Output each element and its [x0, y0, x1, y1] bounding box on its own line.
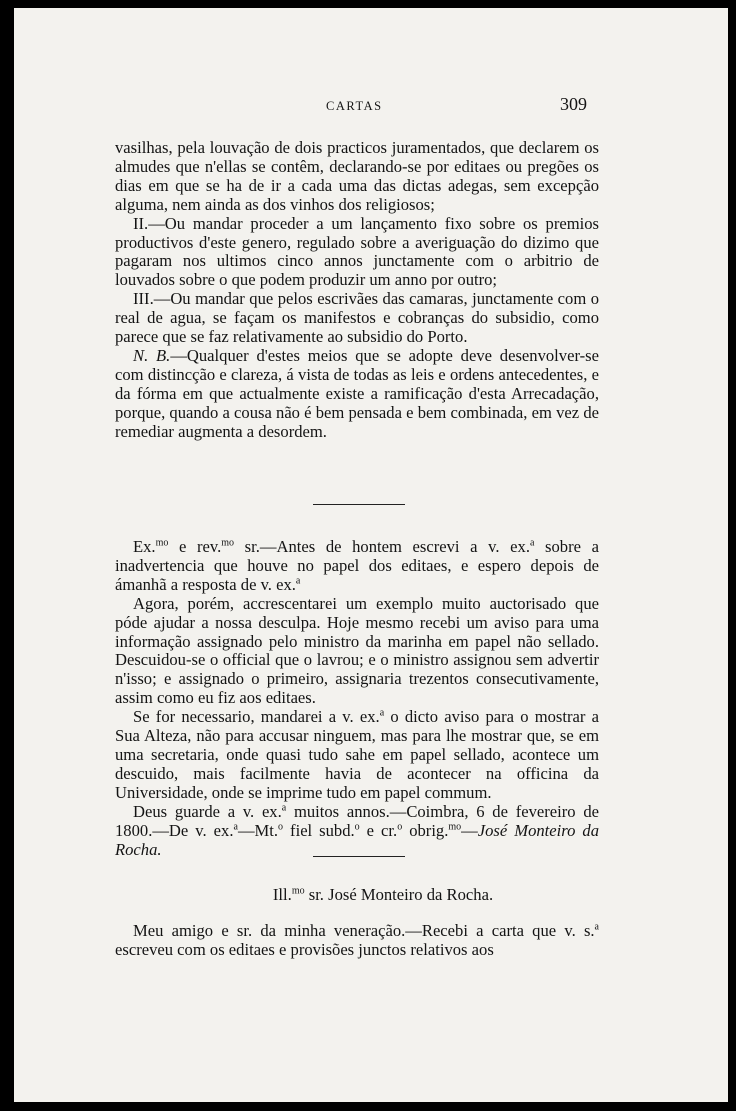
reply-body: [115, 922, 599, 960]
letter-divider: [313, 856, 405, 857]
reply-p1-b: escreveu com os editaes e provisões junctos relativos aos: [115, 939, 494, 959]
book-page: [14, 8, 728, 1102]
closing-g: —: [461, 820, 478, 840]
addressee-prefix-sup: mo: [291, 885, 305, 897]
closing-e: e cr.: [359, 820, 398, 840]
letter-paragraph-3: [115, 708, 599, 803]
closing-sup4: o: [354, 821, 360, 833]
closing-a: Deus guarde a v. ex.: [133, 801, 282, 821]
section-divider: [313, 504, 405, 505]
closing-sup6: mo: [448, 821, 462, 833]
letter-paragraph-closing: [115, 803, 599, 860]
paragraph-item-ii: II.—Ou mandar proceder a um lançamento fixo sobre os premios productivos d'este genero, regulado sobre a averiguação do dizimo que pagaram nos ultimos cinco annos junctamente com o arbitrio de louvados sobre o que podem produzir um anno por outro;: [115, 213, 599, 290]
salutation-ex-sup: mo: [155, 537, 169, 549]
addressee-prefix: Ill.: [272, 885, 292, 904]
letter-p3-a: Se for necessario, mandarei a v. ex.: [133, 707, 380, 727]
letter-p1-sup1: a: [529, 537, 535, 549]
letter-p1-sup2: a: [295, 575, 301, 587]
closing-f: obrig.: [402, 820, 449, 840]
closing-sup1: a: [281, 802, 287, 814]
letter-p1-tail: sobre a inadvertencia que houve no papel dos editaes, e espero depois de ámanhã a resposta de v. ex.: [115, 537, 599, 594]
salutation-rev: e rev.: [168, 537, 222, 556]
paragraph-nota-bene: [115, 347, 599, 442]
reply-p1-a: Meu amigo e sr. da minha veneração.—Recebi a carta que v. s.: [133, 921, 595, 940]
paragraph-item-iii: III.—Ou mandar que pelos escrivães das camaras, junctamente com o real de agua, se façam os manifestos e cobranças do subsidio, como parece que se faz relativamente ao subsidio do Porto.: [115, 289, 599, 347]
signature: José Monteiro da Rocha.: [115, 820, 599, 859]
letter-p3-b: o dicto aviso para o mostrar a Sua Alteza, não para accusar ninguem, mas para lhe mostrar que, se em uma secretaria, onde quasi tudo sahe em papel sellado, acontece um descuido, mais facilmente havia de acontecer na officina da Universidade, onde se imprime tudo em papel commum.: [115, 707, 599, 802]
reply-paragraph-1: [115, 922, 599, 960]
letter-p1-rest: sr.—Antes de hontem escrevi a v. ex.: [234, 537, 530, 556]
page-number: 309: [560, 94, 587, 114]
salutation-rev-sup: mo: [221, 537, 235, 549]
closing-sup5: o: [397, 821, 403, 833]
closing-d: fiel subd.: [283, 820, 355, 840]
section-one: [115, 139, 599, 442]
addressee-heading: [14, 885, 728, 905]
reply-p1-sup: a: [594, 921, 599, 933]
addressee-name: sr. José Monteiro da Rocha.: [304, 885, 494, 904]
letter-paragraph-1: [115, 538, 599, 595]
closing-sup2: a: [233, 821, 238, 833]
running-title: CARTAS: [326, 99, 383, 113]
paragraph-continuation: vasilhas, pela louvação de dois practicos juramentados, que declarem os almudes que n'ellas se contêm, declarando-se por editaes ou pregões os dias em que se ha de ir a cada uma das dictas adegas, sem excepção alguma, nem ainda as dos vinhos dos religiosos;: [115, 138, 599, 214]
letter-body: [115, 538, 599, 859]
letter-paragraph-2: Agora, porém, accrescentarei um exemplo muito auctorisado que póde ajudar a nossa desculpa. Hoje mesmo recebi um aviso para uma informação assignado pelo ministro da marinha em papel não sellado. Descuidou-se o official que o lavrou; e o ministro assignou sem advertir n'isso; e assignado o primeiro, assignaria trezentos consecutivamente, assim como eu fiz aos editaes.: [115, 593, 599, 708]
nota-bene-text: —Qualquer d'estes meios que se adopte deve desenvolver-se com distincção e clareza, á vista de todas as leis e ordens antecedentes, e da fórma em que actualmente existe a ramificação d'esta Arrecadação, porque, quando a cousa não é bem pensada e bem combinada, em vez de remediar augmenta a desordem.: [115, 345, 599, 441]
closing-c: —Mt.: [237, 820, 279, 840]
nota-bene-label: N. B.: [133, 345, 171, 365]
closing-b: muitos annos.—Coimbra, 6 de fevereiro de 1800.—De v. ex.: [115, 801, 599, 840]
closing-sup3: o: [278, 821, 284, 833]
salutation-ex: Ex.: [133, 537, 156, 556]
letter-p3-sup: a: [379, 707, 385, 719]
